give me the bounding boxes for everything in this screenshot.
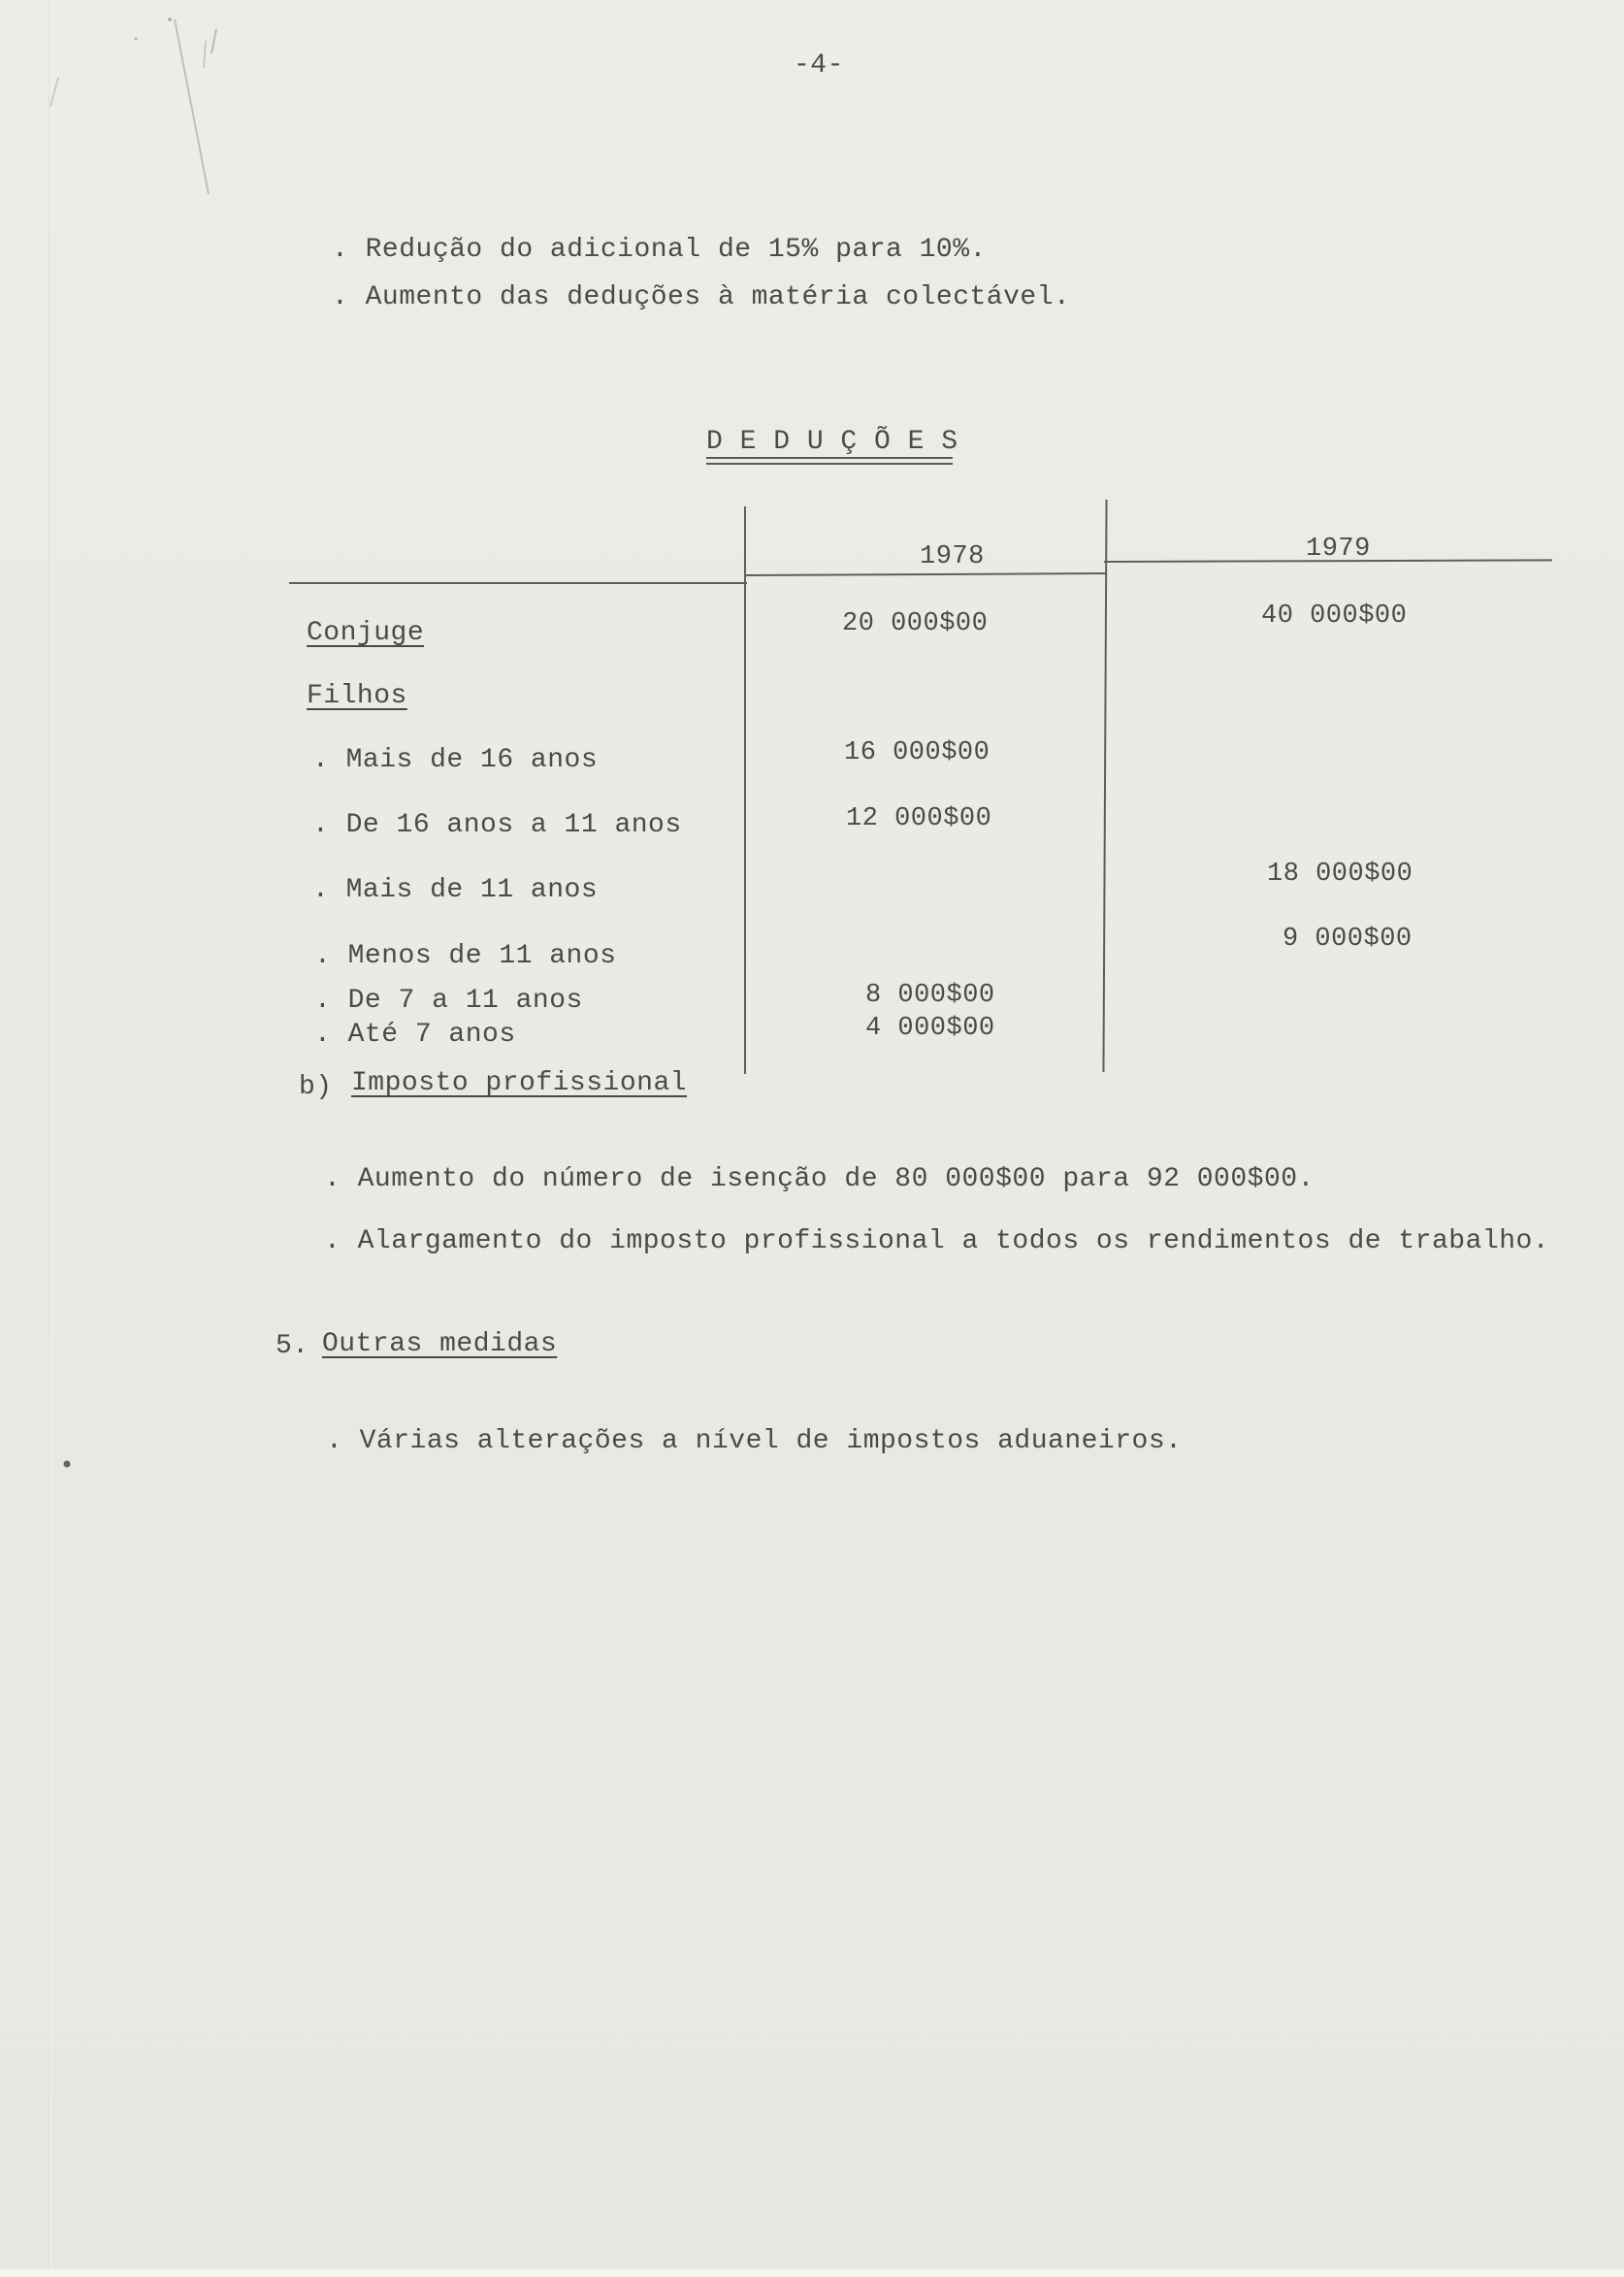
value-1978-7-a-11: 8 000$00 — [865, 981, 995, 1010]
value-1978-conjuge: 20 000$00 — [842, 609, 989, 638]
row-label-mais-11: . Mais de 11 anos — [312, 875, 599, 905]
row-label-7-a-11: . De 7 a 11 anos — [314, 986, 583, 1016]
value-1979-menos-11: 9 000$00 — [1283, 925, 1413, 954]
table-divider-left — [744, 506, 746, 1074]
section-b-prefix: b) — [299, 1072, 333, 1102]
row-label-conjuge: Conjuge — [307, 618, 425, 648]
row-label-mais-16: . Mais de 16 anos — [312, 745, 599, 775]
row-label-filhos: Filhos — [307, 681, 407, 711]
title-underline-1 — [706, 457, 953, 459]
year-header-1978: 1978 — [920, 542, 985, 571]
page-number: -4- — [794, 50, 844, 81]
value-1978-ate-7: 4 000$00 — [865, 1014, 995, 1043]
value-1978-16-a-11: 12 000$00 — [846, 804, 992, 833]
bullet-aumento-isencao: . Aumento do número de isenção de 80 000$00 para 92 000$00. — [324, 1164, 1315, 1194]
value-1978-mais-16: 16 000$00 — [844, 738, 991, 767]
section-5-heading: Outras medidas — [322, 1329, 558, 1359]
bullet-reducao-adicional: . Redução do adicional de 15% para 10%. — [332, 235, 987, 265]
year-header-1979: 1979 — [1306, 535, 1371, 564]
value-1979-mais-11: 18 000$00 — [1267, 860, 1413, 889]
table-divider-right — [1102, 500, 1107, 1072]
bullet-aumento-deducoes: . Aumento das deduções à matéria colectável. — [332, 282, 1071, 312]
section-5-number: 5. — [276, 1331, 309, 1361]
bullet-alargamento-imposto: . Alargamento do imposto profissional a todos os rendimentos de trabalho. — [324, 1226, 1550, 1256]
page-left-edge — [49, 0, 51, 2277]
table-header-rule-left — [289, 582, 747, 584]
row-label-ate-7: . Até 7 anos — [314, 1020, 516, 1050]
row-label-16-a-11: . De 16 anos a 11 anos — [312, 810, 682, 840]
title-underline-2 — [706, 463, 953, 465]
section-b-heading: Imposto profissional — [351, 1068, 688, 1098]
page-bottom-edge — [0, 2269, 1624, 2277]
deducoes-title: D E D U Ç Õ E S — [706, 427, 958, 457]
row-label-menos-11: . Menos de 11 anos — [314, 941, 617, 971]
value-1979-conjuge: 40 000$00 — [1261, 602, 1408, 631]
pencil-marks — [39, 0, 233, 194]
ink-dot — [62, 1459, 72, 1469]
bullet-impostos-aduaneiros: . Várias alterações a nível de impostos aduaneiros. — [326, 1426, 1183, 1456]
